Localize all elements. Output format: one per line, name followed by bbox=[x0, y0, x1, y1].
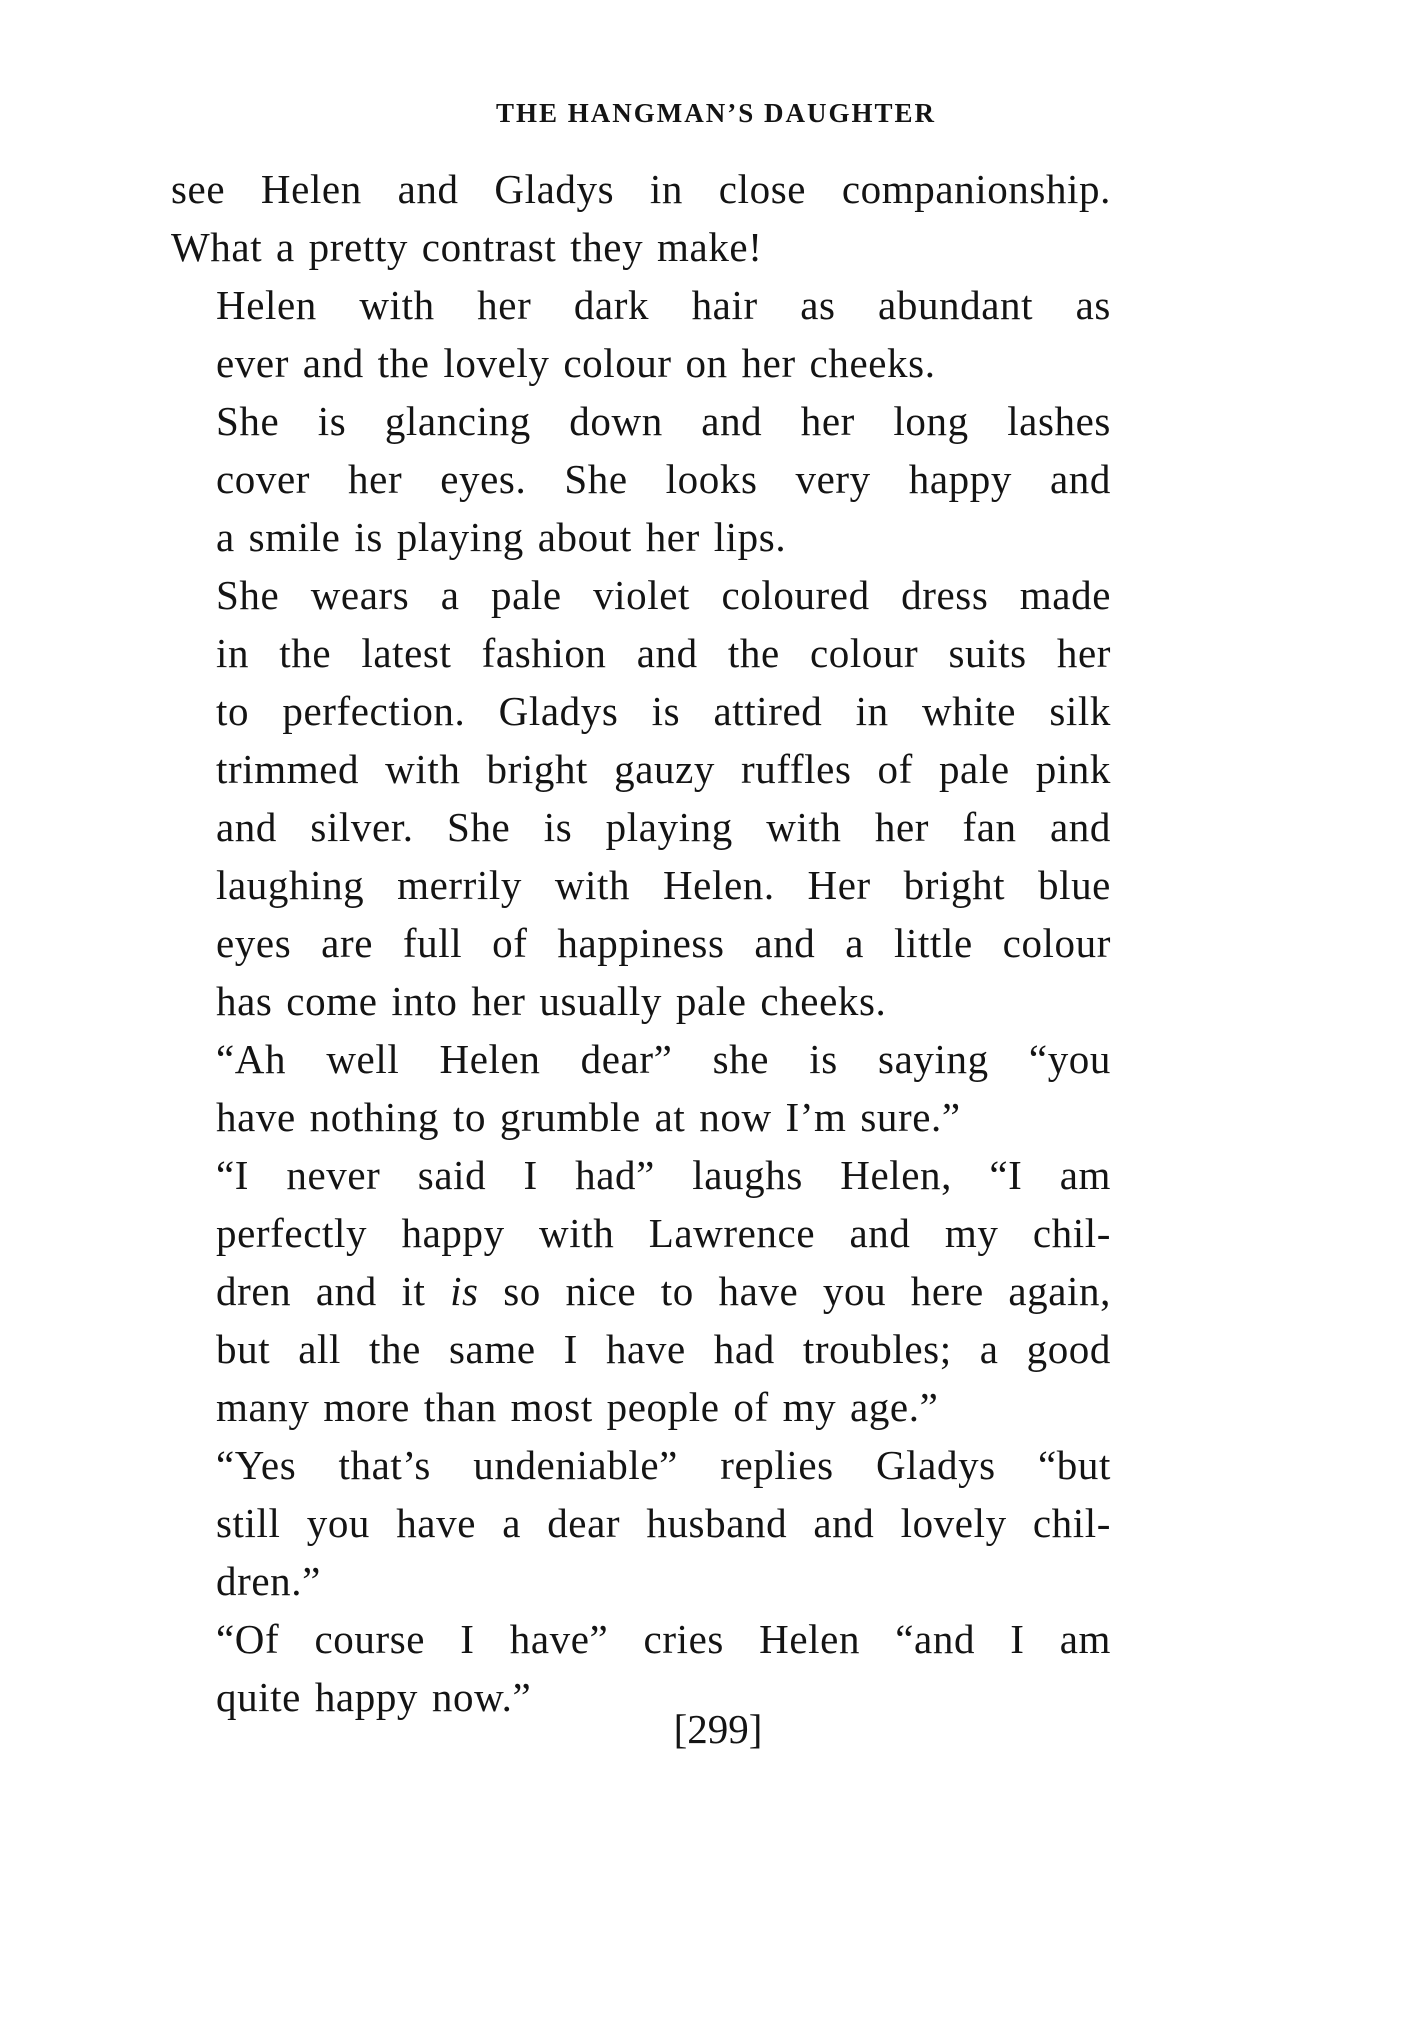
emphasis: is bbox=[450, 1268, 479, 1314]
body-text bbox=[171, 160, 1111, 1726]
text-line: She is glancing down and her long lashes bbox=[216, 398, 1111, 444]
paragraph bbox=[171, 566, 1111, 1030]
text-line: but all the same I have had troubles; a good bbox=[216, 1326, 1111, 1372]
running-head: THE HANGMAN’S DAUGHTER bbox=[495, 98, 937, 128]
text-line: cover her eyes. She looks very happy and bbox=[216, 456, 1111, 502]
text-line: ever and the lovely colour on her cheeks. bbox=[216, 340, 936, 386]
text-line: quite happy now.” bbox=[216, 1674, 532, 1720]
text-line: a smile is playing about her lips. bbox=[216, 514, 787, 560]
text-line: have nothing to grumble at now I’m sure.” bbox=[216, 1094, 961, 1140]
text-line: trimmed with bright gauzy ruffles of pale pink bbox=[216, 746, 1111, 792]
text-line: see Helen and Gladys in close companionship. bbox=[171, 166, 1111, 212]
text-line: still you have a dear husband and lovely chil- bbox=[216, 1500, 1111, 1546]
text-line: Helen with her dark hair as abundant as bbox=[216, 282, 1111, 328]
page-number: [299] bbox=[673, 1706, 763, 1752]
text-line: perfectly happy with Lawrence and my chil- bbox=[216, 1210, 1111, 1256]
text-line: “I never said I had” laughs Helen, “I am bbox=[216, 1152, 1111, 1198]
paragraph bbox=[171, 276, 1111, 392]
text-line: She wears a pale violet coloured dress made bbox=[216, 572, 1111, 618]
text-line: dren and it is so nice to have you here again, bbox=[216, 1268, 1111, 1314]
text-line: eyes are full of happiness and a little colour bbox=[216, 920, 1111, 966]
text-line: “Of course I have” cries Helen “and I am bbox=[216, 1616, 1111, 1662]
text-line: laughing merrily with Helen. Her bright blue bbox=[216, 862, 1111, 908]
text-line: What a pretty contrast they make! bbox=[171, 224, 763, 270]
paragraph bbox=[171, 1030, 1111, 1146]
paragraph bbox=[171, 392, 1111, 566]
text-line: and silver. She is playing with her fan and bbox=[216, 804, 1111, 850]
text-line: “Yes that’s undeniable” replies Gladys “but bbox=[216, 1442, 1111, 1488]
paragraph bbox=[171, 1146, 1111, 1436]
text-line: has come into her usually pale cheeks. bbox=[216, 978, 887, 1024]
text-line: dren.” bbox=[216, 1558, 321, 1604]
text-line: in the latest fashion and the colour suits her bbox=[216, 630, 1111, 676]
text-line: “Ah well Helen dear” she is saying “you bbox=[216, 1036, 1111, 1082]
paragraph bbox=[171, 160, 1111, 276]
paragraph bbox=[171, 1436, 1111, 1610]
text-line: many more than most people of my age.” bbox=[216, 1384, 939, 1430]
text-line: to perfection. Gladys is attired in white silk bbox=[216, 688, 1111, 734]
